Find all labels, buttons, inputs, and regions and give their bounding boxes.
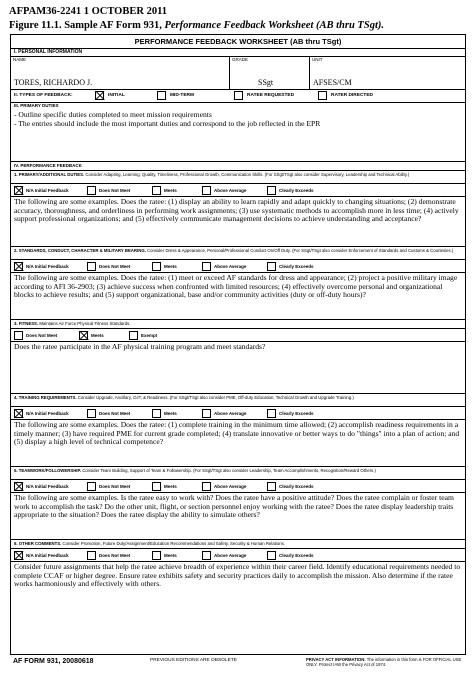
- above-average-label: Above Average: [214, 552, 247, 558]
- item-title: 6. OTHER COMMENTS.: [14, 541, 62, 546]
- section-personal-info-heading: I. PERSONAL INFORMATION: [11, 49, 465, 57]
- clearly-exceeds-checkbox[interactable]: [267, 409, 276, 418]
- form-title: PERFORMANCE FEEDBACK WORKSHEET (AB thru TSgt): [11, 35, 465, 49]
- name-value[interactable]: TORES, RICHARDO J.: [14, 78, 93, 87]
- does-not-meet-checkbox[interactable]: [87, 551, 96, 560]
- clearly-exceeds-checkbox[interactable]: [267, 551, 276, 560]
- meets-checkbox[interactable]: [152, 482, 161, 491]
- item-title: 3. FITNESS.: [14, 321, 39, 326]
- meets-checkbox[interactable]: [152, 262, 161, 271]
- figure-caption-prefix: Figure 11.1. Sample AF Form 931,: [9, 20, 165, 31]
- grade-cell[interactable]: [230, 57, 310, 89]
- above-average-label: Above Average: [214, 263, 247, 269]
- privacy-note: [306, 657, 466, 667]
- rating-row: [11, 549, 465, 561]
- does-not-meet-label: Does Not Meet: [99, 187, 131, 193]
- does-not-meet-checkbox[interactable]: [87, 482, 96, 491]
- na-initial-label: N/A Initial Feedback: [26, 187, 69, 193]
- item-training-requirements: [11, 394, 465, 467]
- exempt-label: Exempt: [141, 332, 158, 338]
- item-title: 2. STANDARDS, CONDUCT, CHARACTER & MILITARY BEARING.: [14, 248, 146, 253]
- above-average-label: Above Average: [214, 187, 247, 193]
- does-not-meet-checkbox[interactable]: [87, 262, 96, 271]
- meets-checkbox[interactable]: [152, 186, 161, 195]
- rating-row: [11, 480, 465, 492]
- name-cell[interactable]: [11, 57, 230, 89]
- item-title: 1. PRIMARY/ADDITIONAL DUTIES.: [14, 172, 85, 177]
- item-title: 4. TRAINING REQUIREMENTS.: [14, 395, 77, 400]
- does-not-meet-label: Does Not Meet: [99, 483, 131, 489]
- feedback-form: [10, 34, 466, 655]
- na-initial-checkbox[interactable]: [14, 482, 23, 491]
- item-comments[interactable]: Consider future assignments that help the ratee achieve breadth of experience within their career field. Identify educational requirements needed to complete CCAF or higher degree. Ensure ratee exhibits safety and security practices daily to accomplish the mission. Also determine if the ratee works harmoniously and effectively with others.: [14, 562, 461, 588]
- na-initial-label: N/A Initial Feedback: [26, 483, 69, 489]
- above-average-checkbox[interactable]: [202, 262, 211, 271]
- does-not-meet-checkbox[interactable]: [87, 186, 96, 195]
- personal-info-row: [11, 57, 465, 90]
- initial-checkbox[interactable]: [95, 91, 104, 100]
- form-id: AF FORM 931, 20080618: [13, 658, 94, 665]
- above-average-label: Above Average: [214, 483, 247, 489]
- ratee-requested-label: RATEE REQUESTED: [247, 93, 295, 98]
- rater-directed-label: RATER DIRECTED: [331, 93, 374, 98]
- grade-label: GRADE: [232, 57, 249, 62]
- clearly-exceeds-checkbox[interactable]: [267, 186, 276, 195]
- na-initial-label: N/A Initial Feedback: [26, 552, 69, 558]
- primary-duties-heading: III. PRIMARY DUTIES: [14, 103, 59, 108]
- primary-duties-line: - Outline specific duties completed to meet mission requirements: [14, 110, 212, 119]
- item-heading: [14, 321, 462, 326]
- clearly-exceeds-label: Clearly Exceeds: [279, 483, 314, 489]
- above-average-checkbox[interactable]: [202, 482, 211, 491]
- item-heading: [14, 172, 462, 177]
- feedback-types-row: [11, 90, 465, 103]
- unit-label: UNIT: [312, 57, 323, 62]
- item-comments[interactable]: The following are some examples. Is the ratee easy to work with? Does the ratee have a positive attitude? Does the ratee complain or foster team work to accomplish the task? Do the other unit, flight, or section personnel enjoy working with the ratee? Does the ratee display leadership traits appropriate to the situation? Does the ratee display the ability to simulate others?: [14, 493, 454, 519]
- meets-label: Meets: [164, 187, 177, 193]
- figure-caption: [9, 20, 384, 31]
- does-not-meet-label: Does Not Meet: [99, 410, 131, 416]
- rating-row: [11, 184, 465, 196]
- clearly-exceeds-label: Clearly Exceeds: [279, 263, 314, 269]
- item-title: 5. TEAMWORK/FOLLOWERSHIP.: [14, 468, 81, 473]
- meets-checkbox[interactable]: [152, 551, 161, 560]
- na-initial-label: N/A Initial Feedback: [26, 263, 69, 269]
- clearly-exceeds-checkbox[interactable]: [267, 262, 276, 271]
- meets-label: Meets: [91, 332, 104, 338]
- item-comments[interactable]: The following are some examples. Does the ratee: (1) display an ability to learn rapidly and adapt quickly to changing situations; (2) demonstrate accuracy, thoroughness, and orderliness in performing work assignments; (3) use systematic methods to accomplish more in less time; (4) actively support professional organizations; and (5) effectively communicate management decisions to achieve understanding and acceptance?: [14, 197, 459, 223]
- na-initial-checkbox[interactable]: [14, 262, 23, 271]
- item-teamwork: [11, 467, 465, 540]
- name-label: NAME: [13, 57, 27, 62]
- item-description: Maintains Air Force Physical Fitness Standards.: [38, 321, 131, 326]
- item-fitness: [11, 320, 465, 394]
- meets-label: Meets: [164, 263, 177, 269]
- does-not-meet-checkbox[interactable]: [14, 331, 23, 340]
- item-description: Consider Upgrade, Ancillary, OJT, & Readiness. (For SSgt/TSgt also consider PME, Off-duty Education, Technical Growth and Upgrade Training.): [76, 395, 354, 400]
- meets-label: Meets: [164, 483, 177, 489]
- item-comments[interactable]: The following are some examples. Does the ratee: (1) meet or exceed AF standards for dress and appearance; (2) project a positive military image according to AFI 36-2903; (3) achieve success when confronted with limited resources; (4) effectively overcome personal and organizational blocks to achieve results; and (5) support organizational, base and/or community activities (duty or off-duty hours)?: [14, 273, 458, 299]
- exempt-checkbox[interactable]: [129, 331, 138, 340]
- feedback-types-heading: II. TYPES OF FEEDBACK:: [14, 93, 73, 98]
- above-average-checkbox[interactable]: [202, 551, 211, 560]
- rating-row: [11, 407, 465, 419]
- mid-term-checkbox[interactable]: [157, 91, 166, 100]
- unit-value[interactable]: AFSES/CM: [313, 78, 352, 87]
- ratee-requested-checkbox[interactable]: [234, 91, 243, 100]
- doc-header-line1: AFPAM36-2241 1 OCTOBER 2011: [9, 6, 167, 17]
- item-comments[interactable]: The following are some examples. Does the ratee: (1) complete training in the minimum time allowed; (2) accomplish readiness requirements in a timely manner; (3) have required PME for current grade completed; (4) translate innovative or better ways to do "things" into a plan of action; and (5) display a high level of technical competence?: [14, 420, 460, 446]
- does-not-meet-label: Does Not Meet: [99, 552, 131, 558]
- clearly-exceeds-label: Clearly Exceeds: [279, 187, 314, 193]
- item-standards-conduct: [11, 247, 465, 320]
- item-heading: [14, 468, 462, 473]
- initial-label: INITIAL: [108, 93, 125, 98]
- na-initial-checkbox[interactable]: [14, 551, 23, 560]
- meets-label: Meets: [164, 552, 177, 558]
- performance-feedback-heading-row: [11, 162, 465, 171]
- rater-directed-checkbox[interactable]: [318, 91, 327, 100]
- mid-term-label: MID-TERM: [170, 93, 194, 98]
- item-heading: [14, 395, 462, 400]
- na-initial-label: N/A Initial Feedback: [26, 410, 69, 416]
- editions-note: PREVIOUS EDITIONS ARE OBSOLETE: [150, 658, 237, 663]
- clearly-exceeds-checkbox[interactable]: [267, 482, 276, 491]
- meets-checkbox[interactable]: [152, 409, 161, 418]
- above-average-checkbox[interactable]: [202, 409, 211, 418]
- figure-caption-title: Performance Feedback Worksheet (AB thru TSgt).: [164, 20, 384, 31]
- primary-duties-text: [14, 111, 462, 128]
- item-heading: [14, 248, 462, 253]
- clearly-exceeds-label: Clearly Exceeds: [279, 552, 314, 558]
- performance-feedback-heading: IV. PERFORMANCE FEEDBACK: [14, 163, 82, 168]
- does-not-meet-checkbox[interactable]: [87, 409, 96, 418]
- privacy-note-text: The information in this form is FOR OFFICIAL USE ONLY. Protect IAW the Privacy Act of 1974.: [306, 657, 462, 667]
- item-description: Consider Dress & Appearance, Personal/Professional Conduct On/Off Duty. (For SSgt/TSgt also consider Enforcement of Standards and Customs & Courtesies.): [145, 248, 454, 253]
- meets-checkbox[interactable]: [79, 331, 88, 340]
- performance-items: [11, 171, 465, 613]
- primary-duties-line: - The entries should include the most important duties and correspond to the job reflected in the EPR: [14, 118, 321, 128]
- item-heading: [14, 541, 462, 546]
- item-description: Consider Adapting, Learning, Quality, Timeliness, Professional Growth, Communication Skills. (For SSgt/TSgt also consider Supervisory, Leadership and Technical Ability.): [84, 172, 410, 177]
- above-average-label: Above Average: [214, 410, 247, 416]
- unit-cell[interactable]: [310, 57, 465, 89]
- primary-duties-box[interactable]: [11, 103, 465, 162]
- does-not-meet-label: Does Not Meet: [26, 332, 58, 338]
- grade-value[interactable]: SSgt: [258, 78, 274, 87]
- item-other-comments: [11, 540, 465, 613]
- item-comments[interactable]: Does the ratee participate in the AF physical training program and meet standards?: [14, 342, 266, 351]
- item-description: Consider Team Building, Support of Team & Followership. (For SSgt/TSgt also consider Leadership, Team Accomplishments, Recognition/Reward Others.): [81, 468, 376, 473]
- na-initial-checkbox[interactable]: [14, 409, 23, 418]
- clearly-exceeds-label: Clearly Exceeds: [279, 410, 314, 416]
- item-description: Consider Promotion, Future Duty/Assignment/Education Recommendations and Safety, Security & Human Relations.: [61, 541, 285, 546]
- meets-label: Meets: [164, 410, 177, 416]
- rating-row: [11, 260, 465, 272]
- na-initial-checkbox[interactable]: [14, 186, 23, 195]
- item-primary-duties: [11, 171, 465, 247]
- privacy-note-heading: PRIVACY ACT INFORMATION:: [306, 657, 366, 662]
- above-average-checkbox[interactable]: [202, 186, 211, 195]
- does-not-meet-label: Does Not Meet: [99, 263, 131, 269]
- rating-row: [11, 329, 465, 341]
